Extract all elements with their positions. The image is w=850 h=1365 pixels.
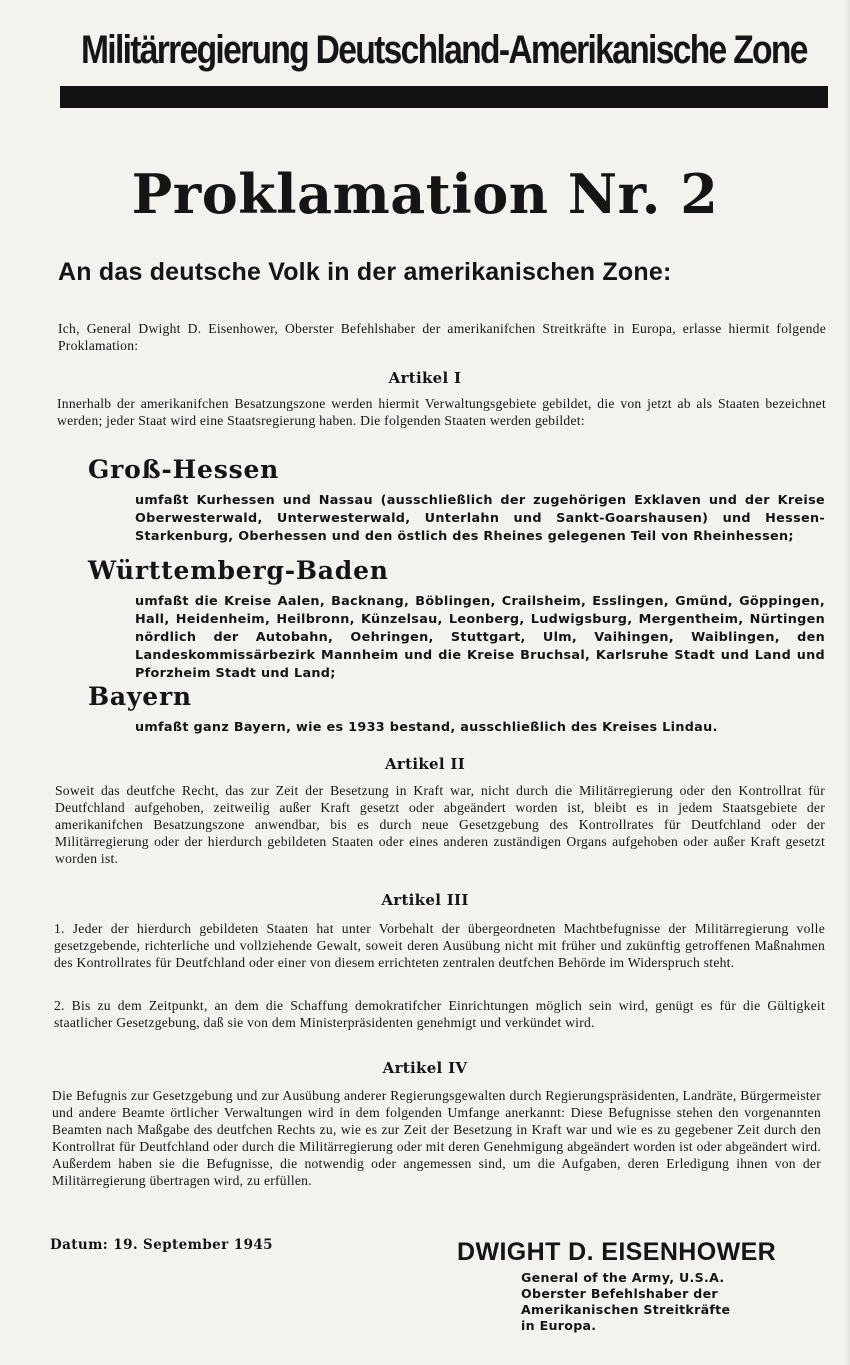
signature-name: DWIGHT D. EISENHOWER [457,1238,777,1266]
article-2-text: Soweit das deutfche Recht, das zur Zeit der Besetzung in Kraft war, nicht durch die Militärregierung oder den Kontrollrat für Deutfchland aufgehoben, zeitweilig außer Kraft gesetzt oder abgeändert worden ist, bleibt es in jedem Staatsgebiete der amerikanifchen Besatzungszone anwendbar, bis es durch neue Gesetzgebung des Kontrollrates für Deutfchland oder der Militärregierung oder der hierdurch gebildeten Staaten oder eines anderen zuständigen Organs aufgehoben oder außer Kraft gesetzt worden ist. [55,783,825,866]
signature-title-block [521,1270,730,1334]
article-3-paragraph-2: 2. Bis zu dem Zeitpunkt, an dem die Schaffung demokratifcher Einrichtungen möglich sein wird, genügt es für die Gültigkeit staatlicher Gesetzgebung, daß sie von dem Ministerpräsidenten genehmigt und verkündet wird. [54,998,825,1030]
state-name-wuerttemberg-baden: Württemberg-Baden [88,556,389,585]
article-3-paragraph-1: 1. Jeder der hierdurch gebildeten Staaten hat unter Vorbehalt der übergeordneten Machtbefugnisse der Militärregierung volle gesetzgebende, richterliche und vollziehende Gewalt, soweit deren Ausübung nicht mit früher und zukünftig getroffenen Maßnahmen des Kontrollrates für Deutfchland oder einer von diesem errichteten zentralen deutfchen Behörde im Widerspruch steht. [54,921,825,970]
state-name-gross-hessen: Groß-Hessen [88,455,280,484]
article-2-heading: Artikel II [384,755,466,773]
proclamation-subtitle: An das deutsche Volk in der amerikanischen Zone: [58,258,672,286]
scan-edge-shadow [844,0,850,1365]
proclamation-title: Proklamation Nr. 2 [131,162,719,226]
article-1-text: Innerhalb der amerikanifchen Besatzungszone werden hiermit Verwaltungsgebiete gebildet, die von jetzt ab als Staaten bezeichnet werden; jeder Staat wird eine Staatsregierung haben. Die folgenden Staaten werden gebildet: [57,396,826,428]
date-line: Datum: 19. September 1945 [50,1237,273,1253]
signature-title-line: General of the Army, U.S.A. [521,1270,725,1285]
article-3-heading: Artikel III [381,891,469,909]
article-4-heading: Artikel IV [382,1059,468,1077]
header-rule [60,86,828,108]
intro-paragraph: Ich, General Dwight D. Eisenhower, Oberster Befehlshaber der amerikanifchen Streitkräfte in Europa, erlasse hiermit folgende Proklamation: [58,321,826,353]
article-4-text: Die Befugnis zur Gesetzgebung und zur Ausübung anderer Regierungsgewalten durch Regierungspräsidenten, Landräte, Bürgermeister und andere Beamte örtlicher Verwaltungen wird in dem folgenden Umfange anerkannt: Diese Befugnisse stehen den vorgenannten Beamten nach Maßgabe des deutfchen Rechts zu, wie es zur Zeit der Besetzung in Kraft war und wie es zu gegebener Zeit durch den Kontrollrat für Deutfchland oder durch die Militärregierung oder mit deren Genehmigung abgeändert worden ist oder abgeändert wird. Außerdem haben sie die Befugnisse, die notwendig oder angemessen sind, um die Aufgaben, deren Erledigung ihnen von der Militärregierung übertragen wird, zu erfüllen. [52,1088,821,1188]
state-desc-gross-hessen: umfaßt Kurhessen und Nassau (ausschließlich der zugehörigen Exklaven und der Kreise Oberwesterwald, Unterwesterwald, Unterlahn und Sankt-Goarshausen) und Hessen-Starkenburg, Oberhessen und den östlich des Rheines gelegenen Teil von Rheinhessen; [135,493,825,544]
signature-title-line: Amerikanischen Streitkräfte [521,1302,731,1317]
state-name-bayern: Bayern [88,682,192,711]
signature-title-line: Oberster Befehlshaber der [521,1286,718,1301]
article-1-heading: Artikel I [388,369,462,387]
signature-title-line: in Europa. [521,1318,597,1333]
header-title: Militärregierung Deutschland-Amerikanische Zone [81,28,807,72]
state-desc-wuerttemberg-baden: umfaßt die Kreise Aalen, Backnang, Böblingen, Crailsheim, Esslingen, Gmünd, Göppingen, Hall, Heidenheim, Heilbronn, Künzelsau, Leonberg, Ludwigsburg, Mergentheim, Nürtingen nördlich der Autobahn, Oehringen, Stuttgart, Ulm, Vaihingen, Waiblingen, den Landeskommissärbezirk Mannheim und die Kreise Bruchsal, Karlsruhe Stadt und Land und Pforzheim Stadt und Land; [135,594,825,681]
state-desc-bayern: umfaßt ganz Bayern, wie es 1933 bestand, ausschließlich des Kreises Lindau. [135,720,718,735]
